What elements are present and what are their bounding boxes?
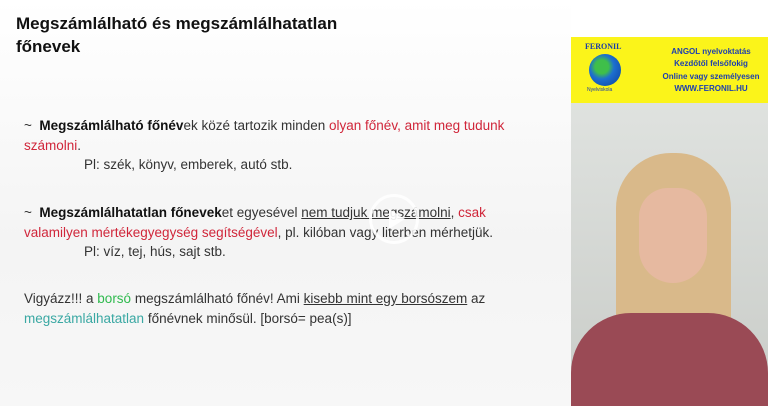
presenter-image (571, 103, 768, 406)
red-text: olyan főnév, amit meg tudunk számolni (24, 118, 505, 153)
text: az (467, 291, 486, 306)
bullet-uncountable (24, 203, 514, 243)
text: et egyesével (221, 205, 302, 220)
example-countable: Pl: szék, könyv, emberek, autó stb. (84, 157, 293, 172)
shirt (571, 313, 768, 406)
bullet-marker: ~ (24, 205, 32, 220)
text: megszámlálható főnév! Ami (131, 291, 304, 306)
green-text: borsó (97, 291, 132, 306)
underlined-text: kisebb mint egy borsószem (303, 291, 468, 306)
banner-text (655, 46, 767, 95)
underlined-text: nem tudjuk megszámolni (301, 205, 451, 220)
example-uncountable: Pl: víz, tej, hús, sajt stb. (84, 244, 226, 259)
banner-line: Kezdőtől felsőfokig (674, 59, 748, 69)
face (639, 188, 707, 283)
text: , pl. kilóban vagy literben mérhetjük. (277, 225, 494, 240)
text: főnévnek minősül. [borsó= pea(s)] (144, 311, 352, 326)
banner-line: Online vagy személyesen (662, 71, 760, 81)
logo-text: FERONIL (585, 42, 622, 51)
comma: , (450, 205, 459, 220)
slide-title: Megszámlálható és megszámlálhatatlan főnevek (16, 14, 338, 56)
bullet-marker: ~ (24, 118, 32, 133)
play-button[interactable] (369, 194, 419, 244)
bold-term: Megszámlálható főnév (39, 118, 184, 133)
globe-icon (589, 54, 621, 86)
banner-line: ANGOL nyelvoktatás (671, 47, 751, 56)
period: . (77, 138, 82, 153)
teal-text: megszámlálhatatlan (24, 311, 145, 326)
bullet-countable (24, 116, 514, 156)
banner-line: WWW.FERONIL.HU (674, 83, 748, 93)
ad-banner (571, 37, 768, 103)
text: ek közé tartozik minden (183, 118, 330, 133)
red-text: csak valamilyen mértékegyegység segítségével (24, 205, 486, 240)
text: Vigyázz!!! a (24, 291, 98, 306)
note (24, 289, 504, 329)
bold-term: Megszámlálhatatlan főnevek (39, 205, 222, 220)
webcam-video (571, 37, 768, 406)
logo-subtext: Nyelviskola (587, 87, 613, 93)
